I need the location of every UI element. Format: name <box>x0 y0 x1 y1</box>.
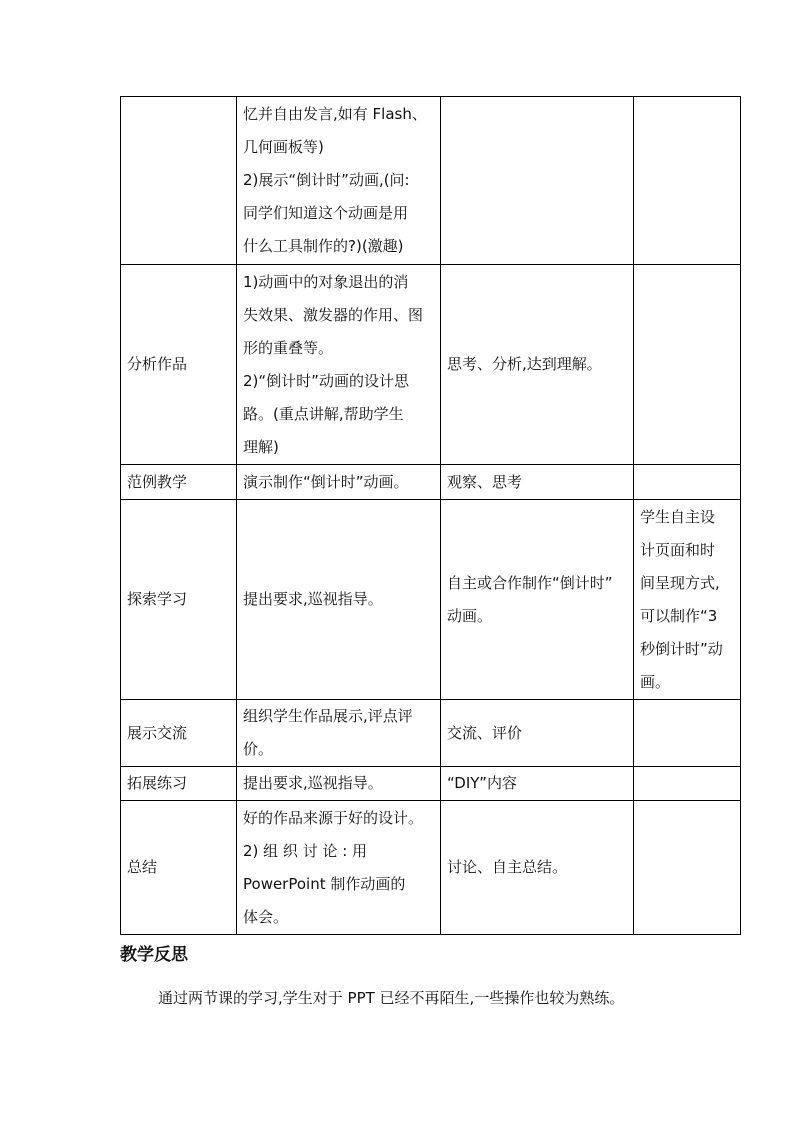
teacher-activity-cell <box>237 801 441 935</box>
student-line: 思考、分析,达到理解。 <box>447 355 602 373</box>
teacher-line: 同学们知道这个动画是用 <box>243 204 409 222</box>
student-line: 交流、评价 <box>447 723 523 742</box>
teacher-line: 忆并自由发言,如有 Flash、 <box>243 105 427 123</box>
note-cell <box>634 767 741 801</box>
note-cell <box>634 801 741 935</box>
table-row <box>121 500 741 700</box>
student-activity-cell <box>441 767 634 801</box>
teacher-line: 体会。 <box>243 907 289 926</box>
table-row <box>121 265 741 465</box>
student-line: 讨论、自主总结。 <box>447 858 568 876</box>
student-activity-cell <box>441 700 634 767</box>
lesson-plan-table <box>120 96 741 935</box>
note-line: 学生自主设 <box>640 507 716 526</box>
teacher-activity-cell <box>237 767 441 801</box>
teacher-line: 路。(重点讲解,帮助学生 <box>243 404 404 423</box>
step-cell: 探索学习 <box>121 500 237 700</box>
reflection-paragraph: 通过两节课的学习,学生对于 PPT 已经不再陌生,一些操作也较为熟练。 <box>158 989 625 1007</box>
student-line: 自主或合作制作“倒计时” <box>447 573 613 592</box>
note-line: 可以制作“3 <box>640 606 718 625</box>
note-line: 画。 <box>640 672 671 691</box>
note-cell <box>634 465 741 500</box>
teacher-line: 形的重叠等。 <box>243 338 334 357</box>
teacher-line: 理解) <box>243 437 279 456</box>
student-activity-cell <box>441 97 634 265</box>
teacher-line: 价。 <box>243 740 274 758</box>
table-row <box>121 97 741 265</box>
teacher-line: PowerPoint 制作动画的 <box>243 874 406 893</box>
note-line: 计页面和时 <box>640 540 716 559</box>
note-cell <box>634 700 741 767</box>
note-cell <box>634 265 741 465</box>
student-line: 观察、思考 <box>447 472 523 491</box>
teacher-line: 提出要求,巡视指导。 <box>243 590 383 608</box>
table-row <box>121 700 741 767</box>
teacher-line: 2)展示“倒计时”动画,(问: <box>243 171 410 189</box>
step-cell: 拓展练习 <box>121 767 237 801</box>
teacher-activity-cell <box>237 265 441 465</box>
note-line: 秒倒计时”动 <box>640 639 723 658</box>
teacher-line: 好的作品来源于好的设计。 <box>243 808 424 827</box>
teacher-line: 2)“倒计时”动画的设计思 <box>243 371 409 390</box>
student-activity-cell <box>441 265 634 465</box>
reflection-heading: 教学反思 <box>120 945 188 965</box>
student-activity-cell <box>441 465 634 500</box>
note-line: 间呈现方式, <box>640 573 720 592</box>
teacher-line: 组织学生作品展示,评点评 <box>243 707 413 725</box>
step-cell: 总结 <box>121 801 237 935</box>
step-cell: 范例教学 <box>121 465 237 500</box>
table-row <box>121 801 741 935</box>
student-activity-cell <box>441 500 634 700</box>
table-row <box>121 465 741 500</box>
student-line: “DIY”内容 <box>447 774 517 792</box>
teacher-line: 提出要求,巡视指导。 <box>243 774 383 792</box>
note-cell <box>634 500 741 700</box>
teacher-activity-cell <box>237 97 441 265</box>
note-cell <box>634 97 741 265</box>
teacher-line: 演示制作“倒计时”动画。 <box>243 472 409 491</box>
teacher-activity-cell <box>237 500 441 700</box>
teacher-activity-cell <box>237 465 441 500</box>
step-cell: 展示交流 <box>121 700 237 767</box>
teacher-line: 2) 组 织 讨 论 : 用 <box>243 841 368 860</box>
teacher-activity-cell <box>237 700 441 767</box>
teacher-line: 什么工具制作的?)(激趣) <box>243 237 404 255</box>
step-cell <box>121 97 237 265</box>
table-row <box>121 767 741 801</box>
teacher-line: 1)动画中的对象退出的消 <box>243 272 409 291</box>
student-line: 动画。 <box>447 606 493 625</box>
student-activity-cell <box>441 801 634 935</box>
teacher-line: 失效果、激发器的作用、图 <box>243 305 424 324</box>
step-cell: 分析作品 <box>121 265 237 465</box>
teacher-line: 几何画板等) <box>243 138 324 156</box>
